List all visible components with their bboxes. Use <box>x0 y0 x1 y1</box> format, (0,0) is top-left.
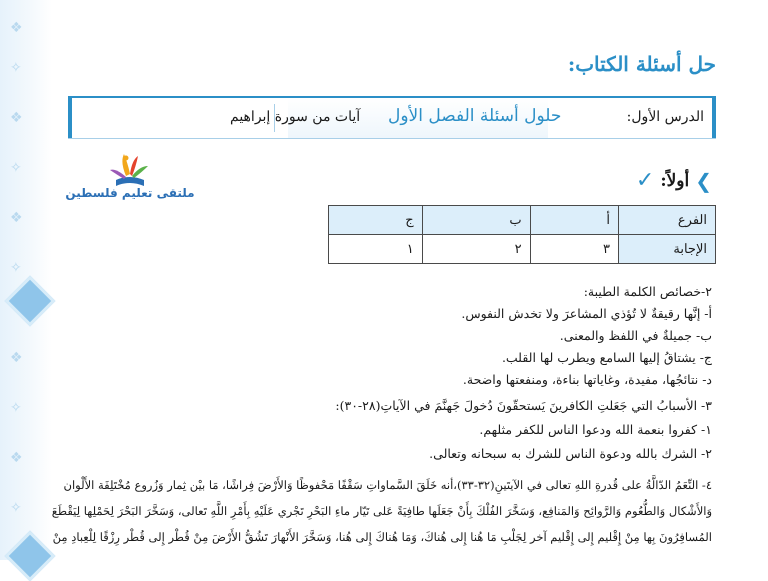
ornament-glyph: ❖ <box>10 110 23 126</box>
bar-edge <box>68 98 72 138</box>
lesson-header-bar <box>68 96 716 139</box>
q2-item-a: أ- إنَّها رقيقةٌ لا تُؤذي المشاعرَ ولا تخدش النفوس. <box>461 306 712 321</box>
ornament-glyph: ✧ <box>10 260 22 276</box>
q3-item-1: ١- كفروا بنعمة الله ودعوا الناس للكفر مثلهم. <box>479 422 712 437</box>
ornament-glyph: ❖ <box>10 350 23 366</box>
lesson-title: حلول أسئلة الفصل الأول <box>388 106 562 126</box>
checkmark-icon: ✓ <box>635 168 655 193</box>
table-row <box>329 206 716 235</box>
q3-title: ٣- الأسبابُ التي جَعَلتِ الكافرينَ يَستحقّونَ دُخولَ جَهنَّمَ في الآياتِ(٢٨-٣٠): <box>335 398 712 413</box>
bar-edge <box>712 98 716 138</box>
ornament-glyph: ❖ <box>10 210 23 226</box>
q2-item-c: ج- يشتاقُ إليها السامع ويطرب لها القلب. <box>501 350 712 365</box>
table-row <box>329 235 716 264</box>
q4-line-3: المُسافِرُونَ بِها مِنْ إِقْليم إِلى إِقْليم آخر لِجَلْبِ مَا هُنا إِلى هُناكَ، وَمَا هُناكَ إِلى هُنا، وَسَخَّرَ الأَنْهارَ تَشُقُّ الأَرْضَ مِنْ قُطْر إِلى قُطْر رِزْقًا لِلْعِبادِ مِنْ <box>52 530 712 544</box>
table-cell: ٢ <box>422 235 530 264</box>
q2-title: ٢-خصائص الكلمة الطيبة: <box>583 284 712 299</box>
first-section-heading <box>636 168 712 193</box>
table-cell: ١ <box>329 235 423 264</box>
ornament-glyph: ✧ <box>10 400 22 416</box>
q2-item-b: ب- جميلةٌ في اللفظ والمعنى. <box>559 328 712 343</box>
ornament-glyph: ✧ <box>10 160 22 176</box>
ornament-glyph: ❖ <box>10 450 23 466</box>
table-row-header: الإجابة <box>619 235 716 264</box>
site-logo <box>60 150 200 202</box>
lesson-number: الدرس الأول: <box>626 109 704 125</box>
table-cell: ٣ <box>530 235 618 264</box>
ornament-glyph: ✧ <box>10 60 22 76</box>
table-cell: ب <box>422 206 530 235</box>
ornament-glyph: ❖ <box>10 20 23 36</box>
logo-icon <box>60 150 200 190</box>
q4-line-2: وَالأَشْكال وَالطُّعُوم وَالرَّوائِح وَالمَنافِع، وَسَخَّرَ الفُلْكَ بِأَنْ جَعَلَها طافِيَةً عَلى تَيّار ماءِ البَحْرِ تَجْري عَلَيْهِ بِأَمْرِ اللَّهِ تَعالى، وَسَخَّرَ البَحْرَ لِحَمْلِها لِيَقْطَعَ <box>51 504 712 518</box>
ornament-glyph: ✧ <box>10 500 22 516</box>
lesson-source: آيات من سورة إبراهيم <box>230 109 361 125</box>
logo-text: ملتقى تعليم فلسطين <box>65 186 195 200</box>
table-row-header: الفرع <box>619 206 716 235</box>
q4-line-1: ٤- النِّعَمُ الدّالَّةُ على قُدرةِ اللهِ تعالى في الآيتَينِ(٣٢-٣٣)،أنه خَلَقَ السَّماواتِ سَقْفًا مَحْفوظًا وَالأَرْضَ فِراشًا، مَا بيْن ثِمار وَزُروع مُخْتَلِفَة الأَلْوان <box>63 478 712 492</box>
q2-item-d: د- نتائجُها، مفيدة، وغاياتها بناءة، ومنفعتها واضحة. <box>462 372 712 387</box>
first-label: أولاً: <box>660 170 690 191</box>
chevron-left-icon: ❯ <box>695 168 712 193</box>
q3-item-2: ٢- الشرك بالله ودعوة الناس للشرك به سبحانه وتعالى. <box>429 446 712 461</box>
answers-table <box>328 205 716 264</box>
section-title: حل أسئلة الكتاب: <box>567 52 716 76</box>
table-cell: أ <box>530 206 618 235</box>
table-cell: ج <box>329 206 423 235</box>
